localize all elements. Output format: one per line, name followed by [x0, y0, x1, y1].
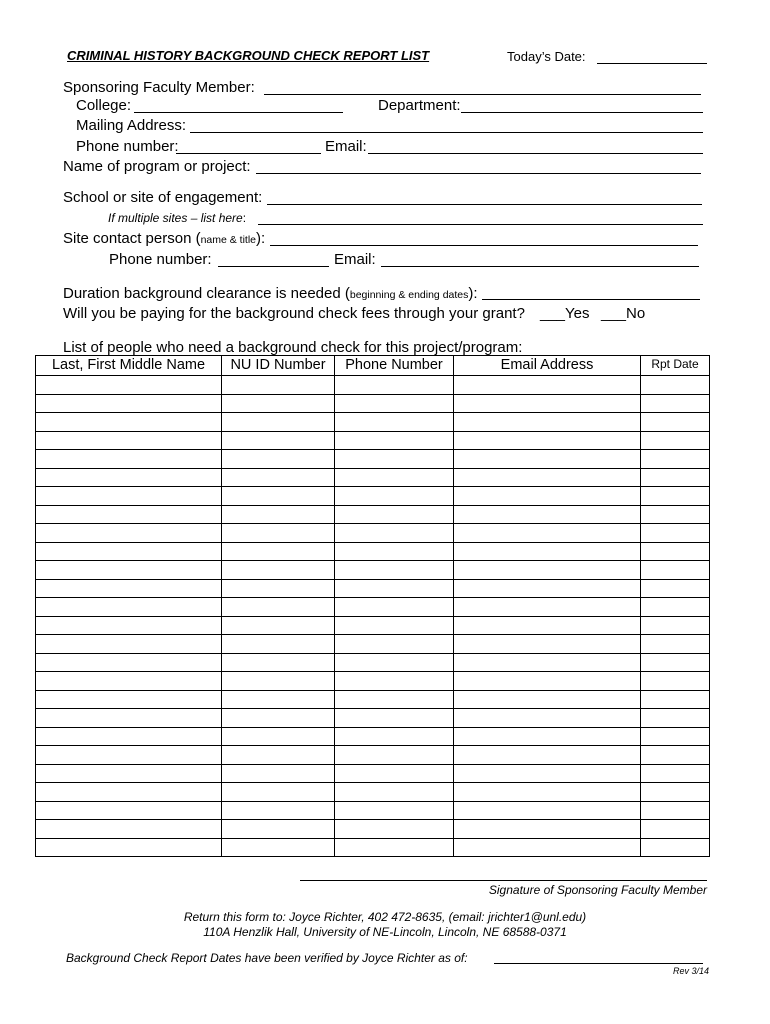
site-email-label: Email: [334, 251, 376, 268]
cell-nuid[interactable] [222, 468, 335, 487]
roster-header-row [36, 356, 710, 376]
cell-email[interactable] [454, 487, 641, 506]
cell-phone[interactable] [335, 450, 454, 469]
cell-nuid[interactable] [222, 542, 335, 561]
cell-rpt-date[interactable] [641, 690, 710, 709]
table-row [36, 542, 710, 561]
table-row [36, 690, 710, 709]
multiple-sites-colon: : [242, 211, 247, 225]
cell-email[interactable] [454, 524, 641, 543]
cell-nuid[interactable] [222, 783, 335, 802]
cell-email[interactable] [454, 690, 641, 709]
cell-phone[interactable] [335, 598, 454, 617]
cell-rpt-date[interactable] [641, 672, 710, 691]
cell-nuid[interactable] [222, 579, 335, 598]
verified-date-field[interactable] [494, 963, 703, 964]
cell-phone[interactable] [335, 783, 454, 802]
sponsor-field[interactable] [264, 94, 701, 95]
site-contact-label-end: ): [256, 230, 266, 247]
cell-nuid[interactable] [222, 764, 335, 783]
roster-intro: List of people who need a background check for this project/program: [63, 339, 523, 356]
verified-label: Background Check Report Dates have been verified by Joyce Richter as of: [66, 951, 468, 965]
sponsor-label: Sponsoring Faculty Member: [63, 79, 255, 96]
cell-rpt-date[interactable] [641, 542, 710, 561]
cell-email[interactable] [454, 672, 641, 691]
cell-name[interactable] [36, 505, 222, 524]
duration-label-end: ): [468, 285, 478, 302]
cell-name[interactable] [36, 413, 222, 432]
college-label: College: [76, 97, 132, 114]
cell-email[interactable] [454, 450, 641, 469]
program-field[interactable] [256, 173, 701, 174]
cell-email[interactable] [454, 764, 641, 783]
duration-field[interactable] [482, 299, 700, 300]
cell-nuid[interactable] [222, 672, 335, 691]
table-row [36, 709, 710, 728]
site-phone-label: Phone number: [109, 251, 212, 268]
cell-phone[interactable] [335, 635, 454, 654]
grant-yes-option[interactable]: ___Yes [540, 305, 590, 322]
cell-nuid[interactable] [222, 820, 335, 839]
signature-caption: Signature of Sponsoring Faculty Member [488, 883, 707, 897]
cell-name[interactable] [36, 690, 222, 709]
cell-nuid[interactable] [222, 616, 335, 635]
cell-rpt-date[interactable] [641, 746, 710, 765]
cell-nuid[interactable] [222, 431, 335, 450]
department-field[interactable] [461, 112, 703, 113]
cell-name[interactable] [36, 579, 222, 598]
cell-rpt-date[interactable] [641, 450, 710, 469]
cell-phone[interactable] [335, 561, 454, 580]
table-row [36, 783, 710, 802]
cell-name[interactable] [36, 746, 222, 765]
cell-name[interactable] [36, 598, 222, 617]
cell-email[interactable] [454, 394, 641, 413]
cell-rpt-date[interactable] [641, 783, 710, 802]
return-address-line2: 110A Henzlik Hall, University of NE-Lincoln, Lincoln, NE 68588-0371 [203, 925, 567, 939]
cell-rpt-date[interactable] [641, 487, 710, 506]
cell-rpt-date[interactable] [641, 394, 710, 413]
table-row [36, 727, 710, 746]
cell-rpt-date[interactable] [641, 413, 710, 432]
cell-phone[interactable] [335, 690, 454, 709]
cell-name[interactable] [36, 783, 222, 802]
grant-question: Will you be paying for the background check fees through your grant? [63, 305, 525, 322]
roster-body [36, 376, 710, 857]
cell-email[interactable] [454, 801, 641, 820]
table-row [36, 820, 710, 839]
cell-email[interactable] [454, 746, 641, 765]
cell-name[interactable] [36, 727, 222, 746]
cell-phone[interactable] [335, 413, 454, 432]
cell-email[interactable] [454, 783, 641, 802]
cell-email[interactable] [454, 505, 641, 524]
college-field[interactable] [134, 112, 343, 113]
cell-name[interactable] [36, 468, 222, 487]
table-row [36, 579, 710, 598]
cell-nuid[interactable] [222, 801, 335, 820]
site-email-field[interactable] [381, 266, 699, 267]
col-header-rpt-date: Rpt Date [641, 356, 710, 376]
cell-phone[interactable] [335, 764, 454, 783]
cell-rpt-date[interactable] [641, 505, 710, 524]
cell-name[interactable] [36, 431, 222, 450]
cell-email[interactable] [454, 653, 641, 672]
cell-nuid[interactable] [222, 746, 335, 765]
cell-rpt-date[interactable] [641, 801, 710, 820]
faculty-email-field[interactable] [368, 153, 703, 154]
cell-rpt-date[interactable] [641, 653, 710, 672]
program-label: Name of program or project: [63, 158, 251, 175]
cell-name[interactable] [36, 653, 222, 672]
cell-phone[interactable] [335, 542, 454, 561]
table-row [36, 838, 710, 857]
cell-name[interactable] [36, 616, 222, 635]
cell-email[interactable] [454, 561, 641, 580]
cell-phone[interactable] [335, 801, 454, 820]
cell-nuid[interactable] [222, 709, 335, 728]
cell-name[interactable] [36, 394, 222, 413]
cell-phone[interactable] [335, 431, 454, 450]
site-contact-label: Site contact person ( [63, 230, 201, 247]
table-row [36, 616, 710, 635]
cell-rpt-date[interactable] [641, 431, 710, 450]
cell-email[interactable] [454, 635, 641, 654]
cell-phone[interactable] [335, 709, 454, 728]
cell-email[interactable] [454, 616, 641, 635]
col-header-name: Last, First Middle Name [36, 356, 222, 376]
cell-phone[interactable] [335, 672, 454, 691]
cell-nuid[interactable] [222, 524, 335, 543]
faculty-email-label: Email: [325, 138, 367, 155]
cell-phone[interactable] [335, 524, 454, 543]
cell-phone[interactable] [335, 616, 454, 635]
cell-nuid[interactable] [222, 838, 335, 857]
cell-phone[interactable] [335, 746, 454, 765]
cell-email[interactable] [454, 542, 641, 561]
cell-phone[interactable] [335, 468, 454, 487]
cell-name[interactable] [36, 801, 222, 820]
cell-name[interactable] [36, 838, 222, 857]
cell-rpt-date[interactable] [641, 635, 710, 654]
table-row [36, 394, 710, 413]
cell-email[interactable] [454, 727, 641, 746]
return-address-line1: Return this form to: Joyce Richter, 402 472-8635, (email: jrichter1@unl.edu) [183, 910, 587, 924]
cell-name[interactable] [36, 709, 222, 728]
cell-phone[interactable] [335, 653, 454, 672]
department-label: Department: [378, 97, 461, 114]
table-row [36, 431, 710, 450]
cell-email[interactable] [454, 431, 641, 450]
cell-phone[interactable] [335, 376, 454, 395]
multiple-sites-field[interactable] [258, 224, 703, 225]
table-row [36, 801, 710, 820]
cell-email[interactable] [454, 413, 641, 432]
cell-rpt-date[interactable] [641, 598, 710, 617]
table-row [36, 598, 710, 617]
site-contact-field[interactable] [270, 245, 698, 246]
table-row [36, 635, 710, 654]
cell-rpt-date[interactable] [641, 727, 710, 746]
cell-email[interactable] [454, 820, 641, 839]
grant-no-option[interactable]: ___No [601, 305, 646, 322]
cell-rpt-date[interactable] [641, 468, 710, 487]
cell-rpt-date[interactable] [641, 838, 710, 857]
col-header-nuid: NU ID Number [222, 356, 335, 376]
cell-nuid[interactable] [222, 376, 335, 395]
school-site-label: School or site of engagement: [63, 189, 263, 206]
cell-rpt-date[interactable] [641, 616, 710, 635]
school-site-field[interactable] [267, 204, 702, 205]
mailing-address-field[interactable] [190, 132, 703, 133]
cell-name[interactable] [36, 450, 222, 469]
cell-email[interactable] [454, 838, 641, 857]
table-row [36, 468, 710, 487]
cell-nuid[interactable] [222, 394, 335, 413]
cell-name[interactable] [36, 376, 222, 395]
cell-rpt-date[interactable] [641, 524, 710, 543]
cell-phone[interactable] [335, 505, 454, 524]
cell-nuid[interactable] [222, 598, 335, 617]
table-row [36, 524, 710, 543]
cell-rpt-date[interactable] [641, 561, 710, 580]
table-row [36, 413, 710, 432]
table-row [36, 653, 710, 672]
cell-phone[interactable] [335, 820, 454, 839]
cell-email[interactable] [454, 579, 641, 598]
table-row [36, 672, 710, 691]
cell-phone[interactable] [335, 579, 454, 598]
table-row [36, 764, 710, 783]
duration-label: Duration background clearance is needed ( [63, 285, 350, 302]
cell-nuid[interactable] [222, 450, 335, 469]
cell-nuid[interactable] [222, 635, 335, 654]
cell-nuid[interactable] [222, 413, 335, 432]
cell-nuid[interactable] [222, 727, 335, 746]
multiple-sites-label: If multiple sites – list here [108, 211, 243, 225]
revision-label: Rev 3/14 [672, 966, 709, 976]
cell-nuid[interactable] [222, 653, 335, 672]
col-header-phone: Phone Number [335, 356, 454, 376]
cell-email[interactable] [454, 598, 641, 617]
cell-email[interactable] [454, 376, 641, 395]
cell-name[interactable] [36, 672, 222, 691]
table-row [36, 376, 710, 395]
site-contact-hint: name & title [200, 234, 257, 246]
cell-email[interactable] [454, 709, 641, 728]
form-title: CRIMINAL HISTORY BACKGROUND CHECK REPORT LIST [67, 48, 430, 63]
todays-date-label: Today’s Date: [507, 49, 586, 64]
signature-field[interactable] [300, 880, 707, 881]
cell-phone[interactable] [335, 838, 454, 857]
col-header-email: Email Address [454, 356, 641, 376]
cell-name[interactable] [36, 764, 222, 783]
faculty-phone-field[interactable] [176, 153, 321, 154]
cell-nuid[interactable] [222, 561, 335, 580]
cell-nuid[interactable] [222, 690, 335, 709]
cell-phone[interactable] [335, 394, 454, 413]
cell-rpt-date[interactable] [641, 376, 710, 395]
cell-email[interactable] [454, 468, 641, 487]
table-row [36, 746, 710, 765]
duration-hint: beginning & ending dates [349, 289, 469, 301]
cell-phone[interactable] [335, 487, 454, 506]
cell-rpt-date[interactable] [641, 579, 710, 598]
cell-name[interactable] [36, 487, 222, 506]
table-row [36, 561, 710, 580]
site-phone-field[interactable] [218, 266, 329, 267]
cell-nuid[interactable] [222, 505, 335, 524]
cell-rpt-date[interactable] [641, 709, 710, 728]
todays-date-field[interactable] [597, 63, 707, 64]
cell-rpt-date[interactable] [641, 820, 710, 839]
cell-name[interactable] [36, 561, 222, 580]
cell-name[interactable] [36, 542, 222, 561]
cell-nuid[interactable] [222, 487, 335, 506]
table-row [36, 487, 710, 506]
cell-name[interactable] [36, 524, 222, 543]
faculty-phone-label: Phone number: [76, 138, 179, 155]
cell-name[interactable] [36, 820, 222, 839]
cell-phone[interactable] [335, 727, 454, 746]
table-row [36, 505, 710, 524]
cell-rpt-date[interactable] [641, 764, 710, 783]
roster-table [35, 355, 710, 857]
mailing-address-label: Mailing Address: [76, 117, 187, 134]
cell-name[interactable] [36, 635, 222, 654]
table-row [36, 450, 710, 469]
